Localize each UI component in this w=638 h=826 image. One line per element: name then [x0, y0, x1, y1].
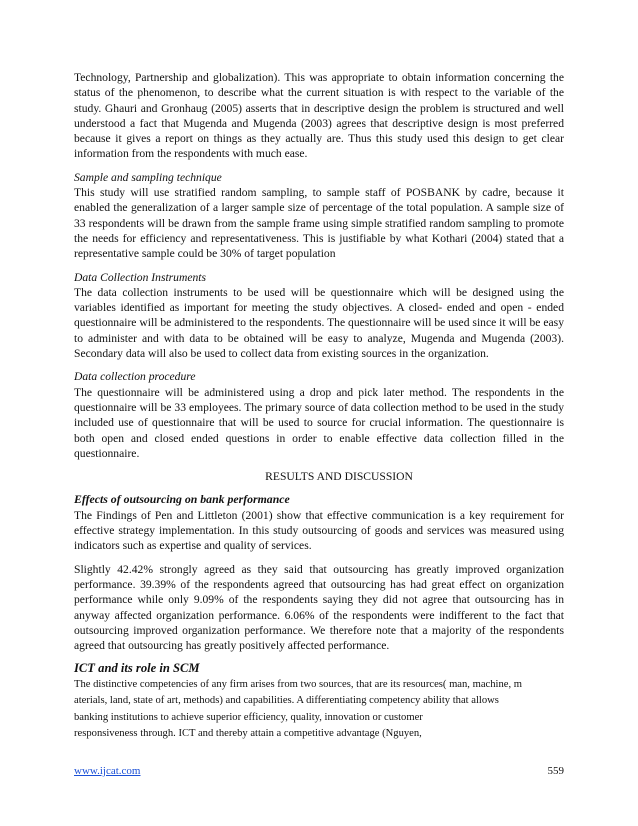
heading-results-discussion: RESULTS AND DISCUSSION: [265, 470, 413, 484]
footer-page-number: 559: [547, 765, 564, 777]
body-content: [74, 70, 564, 743]
paragraph-methodology-design: Technology, Partnership and globalization). This was appropriate to obtain information concerning the status of the phenomenon, to describe what the current situation is with respect to the variable of the study. Ghauri and Gronhaug (2005) asserts that in descriptive design the problem is structured and well understood a fact that Mugenda and Mugenda (2003) agrees that descriptive design is most preferred because it gives a report on things as they actually are. Thus this study used this design to get clear information from the respondents with much ease.: [74, 71, 564, 161]
heading-effects-outsourcing: Effects of outsourcing on bank performance: [74, 492, 290, 507]
paragraph-ict-line-4: responsiveness through. ICT and thereby attain a competitive advantage (Nguyen,: [74, 728, 422, 740]
paragraph-findings: The Findings of Pen and Littleton (2001) show that effective communication is a key requirement for effective strategy implementation. In this study outsourcing of goods and services was measured using indicators such as expertise and quality of services.: [74, 508, 564, 553]
page-footer: [74, 763, 564, 779]
heading-instruments: Data Collection Instruments: [74, 270, 207, 284]
heading-sampling: Sample and sampling technique: [74, 170, 222, 184]
heading-ict-scm: ICT and its role in SCM: [74, 661, 200, 676]
paragraph-sampling: This study will use stratified random sampling, to sample staff of POSBANK by cadre, because it enabled the generalization of a larger sample size of percentage of the total population. A sample size of 33 respondents will be drawn from the sample frame using simple stratified random sampling to promote the needs for efficiency and representativeness. This is justifiable by what Kothari (2004) stated that a representative sample could be 30% of target population: [74, 186, 564, 261]
paragraph-percentages: Slightly 42.42% strongly agreed as they said that outsourcing has greatly improved organization performance. 39.39% of the respondents agreed that outsourcing has had great effect on organization performance while only 9.09% of the respondents saying they did not agree that outsourcing has in anyway affected organization performance. 6.06% of the respondents were indifferent to the fact that outsourcing improved organization performance. We therefore note that a majority of the respondents agreed that outsourcing has greatly positively affected performance.: [74, 562, 564, 653]
paragraph-ict-line-2: aterials, land, state of art, methods) and capabilities. A differentiating competency ability that allows: [74, 695, 499, 707]
footer-journal-link[interactable]: www.ijcat.com: [74, 765, 141, 777]
paragraph-instruments: The data collection instruments to be used will be questionnaire which will be designed using the variables identified as important for meeting the study objectives. A closed- ended and open - ended questionnaire will be administered to the respondents. The questionnaire will be used since it will be easy to administer and with data to be obtained will be easy to analyze, Mugenda and Mugenda (2003). Secondary data will also be used to collect data from existing sources in the organization.: [74, 285, 564, 361]
heading-procedure: Data collection procedure: [74, 370, 196, 384]
paragraph-ict-line-1: The distinctive competencies of any firm arises from two sources, that are its resources( man, machine, m: [74, 678, 523, 690]
paragraph-procedure: The questionnaire will be administered using a drop and pick later method. The respondents in the questionnaire will be 33 employees. The primary source of data collection method to be used in the study included use of questionnaire that will be used to source for crucial information. The questionnaire is both open and closed ended questions in order to enable effective data collection filled in the questionnaire.: [74, 385, 564, 460]
paragraph-ict-line-3: banking institutions to achieve superior efficiency, quality, innovation or customer: [74, 711, 423, 723]
